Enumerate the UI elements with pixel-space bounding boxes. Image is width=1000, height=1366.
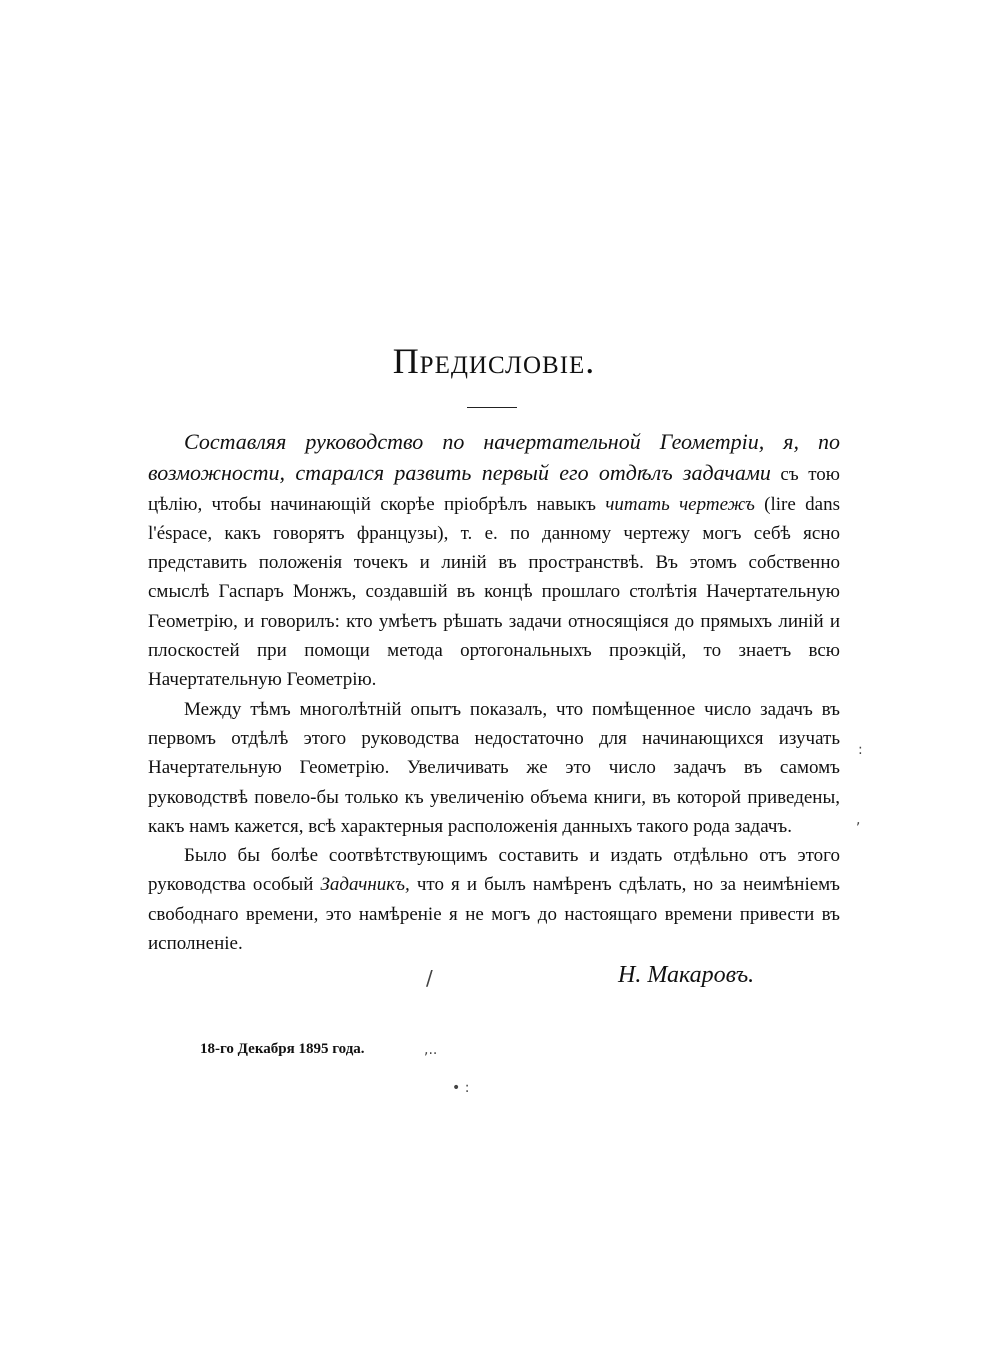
title-divider [467, 407, 517, 408]
author-signature: Н. Макаровъ. [618, 962, 755, 988]
paragraph-3 [148, 841, 840, 958]
page-title: Предисловіе. [392, 341, 596, 381]
paragraph-3-text-b: что я и былъ намѣренъ сдѣлать, но за неимѣніемъ свободнаго времени, это намѣреніе я не могъ до настоящаго времени привести въ исполненіе. [148, 874, 841, 955]
scan-mark: ,.. [424, 1042, 438, 1058]
paragraph-1 [148, 427, 840, 695]
paragraph-3-text-a: Было бы болѣе соотвѣтствующимъ составить и издать отдѣльно отъ этого руководства особый [148, 845, 840, 896]
scan-mark: / [426, 966, 433, 990]
paragraph-1-lead: Составляя руководство по начертательной Геометріи, я, по возможности, старался развить первый его отдѣлъ задачами [148, 429, 840, 486]
paragraph-2: Между тѣмъ многолѣтній опытъ показалъ, что помѣщенное число задачъ въ первомъ отдѣлѣ этого руководства недостаточно для начинающихся изучать Начертательную Геометрію. Увеличивать же это число задачъ въ самомъ руководствѣ повело-бы только къ увеличенію объема книги, въ которой приведены, какъ намъ кажется, всѣ характерныя расположенія данныхъ такого рода задачъ. [148, 698, 840, 837]
paragraph-3-emphasis: Задачникъ, [320, 874, 410, 896]
date-line: 18-го Декабря 1895 года. [200, 1041, 365, 1057]
paragraph-1-emphasis: читать чертежъ [605, 493, 755, 515]
scan-mark: • : [452, 1080, 470, 1096]
scan-mark: , [856, 812, 861, 828]
preface-body [148, 427, 840, 958]
paragraph-1-text-b: (lire dans l'éspace, какъ говорятъ французы), т. е. по данному чертежу могъ себѣ ясно представить положенія точекъ и линій въ пространствѣ. Въ этомъ собственно смыслѣ Гаспаръ Монжъ, создавшій въ концѣ прошлаго столѣтія Начертательную Геометрію, и говорилъ: кто умѣетъ рѣшать задачи относящіяся до прямыхъ линій и плоскостей при помощи метода ортогональныхъ проэкцій, то знаетъ всю Начертательную Геометрію. [148, 493, 840, 691]
paragraph-1-text-a: съ тою цѣлію, чтобы начинающій скорѣе пріобрѣлъ навыкъ [148, 464, 840, 515]
scan-mark: : [858, 742, 863, 758]
